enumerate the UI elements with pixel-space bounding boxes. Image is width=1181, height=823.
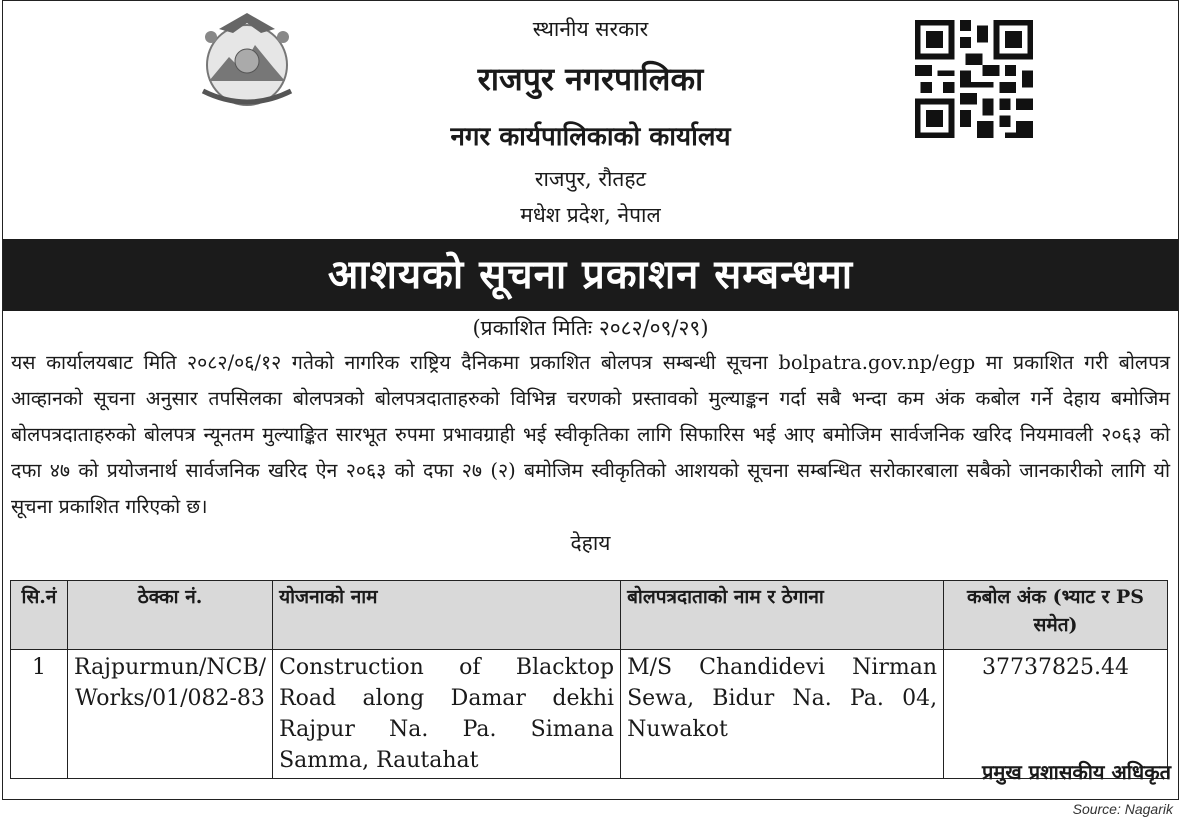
header-project-name: योजनाको नाम	[273, 581, 621, 650]
notice-title-banner: आशयको सूचना प्रकाशन सम्बन्धमा	[3, 239, 1178, 311]
award-table	[10, 580, 1168, 779]
source-credit: Source: Nagarik	[1072, 801, 1173, 817]
cell-bidder: M/S Chandidevi Nirman Sewa, Bidur Na. Pa. 04, Nuwakot	[621, 650, 944, 779]
address-line-1: राजपुर, रौतहट	[534, 167, 647, 191]
cell-bid-amount: 37737825.44	[944, 650, 1168, 779]
header-contract-no: ठेक्का नं.	[68, 581, 273, 650]
published-date: (प्रकाशित मितिः २०८२/०९/२९)	[472, 316, 709, 340]
signatory-title: प्रमुख प्रशासकीय अधिकृत	[982, 760, 1171, 784]
municipality-name: राजपुर नगरपालिका	[477, 60, 704, 98]
cell-project-name: Construction of Blacktop Road along Damar dekhi Rajpur Na. Pa. Simana Samma, Rautahat	[273, 650, 621, 779]
header-bidder-name-address: बोलपत्रदाताको नाम र ठेगाना	[621, 581, 944, 650]
address-line-2: मधेश प्रदेश, नेपाल	[520, 203, 661, 227]
header-serial: सि.नं	[11, 581, 68, 650]
local-government-label: स्थानीय सरकार	[532, 17, 649, 41]
notice-body-text: यस कार्यालयबाट मिति २०८२/०६/१२ गतेको नागरिक राष्ट्रिय दैनिकमा प्रकाशित बोलपत्र सम्बन्धी सूचना bolpatra.gov.np/egp मा प्रकाशित गरी बोलपत्र आव्हानको सूचना अनुसार तपसिलका बोलपत्रको बोलपत्रदाताहरुको विभिन्न चरणको प्रस्तावको मुल्याङ्कन गर्दा सबै भन्दा कम अंक कबोल गर्ने देहाय बमोजिम बोलपत्रदाताहरुको बोलपत्र न्यूनतम मुल्याङ्कित सारभूत रुपमा प्रभावग्राही भई स्वीकृतिका लागि सिफारिस भई आए बमोजिम सार्वजनिक खरिद नियमावली २०६३ को दफा ४७ को प्रयोजनार्थ सार्वजनिक खरिद ऐन २०६३ को दफा २७ (२) बमोजिम स्वीकृतिको आशयको सूचना सम्बन्धित सरोकारबाला सबैको जानकारीको लागि यो सूचना प्रकाशित गरिएको छ।	[11, 351, 1170, 518]
notice-header	[3, 1, 1178, 239]
header-bid-amount: कबोल अंक (भ्याट र PS समेत)	[944, 581, 1168, 650]
cell-serial: 1	[11, 650, 68, 779]
cell-contract-no: Rajpurmun/NCB/ Works/01/082-83	[68, 650, 273, 779]
qr-code-icon	[915, 20, 1033, 138]
office-name: नगर कार्यपालिकाको कार्यालय	[450, 122, 731, 152]
table-header-row	[11, 581, 1168, 650]
details-label: देहाय	[570, 531, 611, 555]
